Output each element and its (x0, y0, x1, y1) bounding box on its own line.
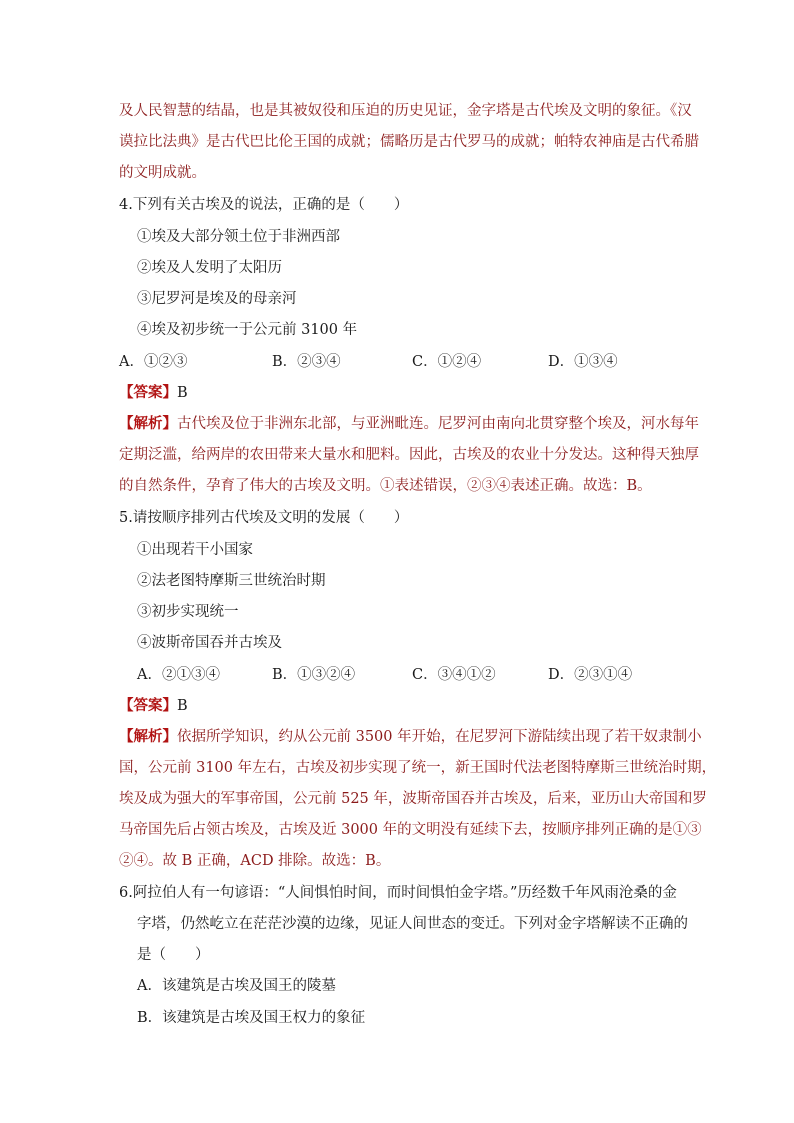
q6-option-a: A．该建筑是古埃及国王的陵墓 (137, 978, 336, 994)
q5-analysis-line-3: 埃及成为强大的军事帝国，公元前 525 年，波斯帝国吞并古埃及，后来，亚历山大帝国和罗 (119, 791, 707, 807)
q4-item-3: ③尼罗河是埃及的母亲河 (137, 291, 297, 307)
q5-analysis-line-1 (119, 727, 702, 747)
q5-item-1: ①出现若干小国家 (137, 542, 253, 558)
answer-value: B (177, 698, 188, 714)
q4-analysis-line-2: 定期泛滥，给两岸的农田带来大量水和肥料。因此，古埃及的农业十分发达。这种得天独厚 (119, 447, 699, 463)
intro-line-2: 谟拉比法典》是古代巴比伦王国的成就；儒略历是古代罗马的成就；帕特农神庙是古代希腊 (119, 134, 699, 150)
q6-stem-line-3: 是（ ） (137, 947, 210, 963)
q4-analysis-line-3: 的自然条件，孕育了伟大的古埃及文明。①表述错误，②③④表述正确。故选：B。 (119, 478, 652, 494)
q6-stem-line-2: 字塔，仍然屹立在茫茫沙漠的边缘，见证人间世态的变迁。下列对金字塔解读不正确的 (137, 916, 688, 932)
q6-stem-line-1: 6.阿拉伯人有一句谚语：“人间惧怕时间，而时间惧怕金字塔。”历经数千年风雨沧桑的金 (119, 885, 677, 901)
q5-analysis-line-5: ②④。故 B 正确，ACD 排除。故选：B。 (119, 853, 391, 869)
answer-tag: 【答案】 (119, 384, 177, 401)
q5-option-b: B．①③②④ (272, 667, 356, 683)
q5-item-2: ②法老图特摩斯三世统治时期 (137, 573, 326, 589)
q5-analysis-line-4: 马帝国先后占领古埃及，古埃及近 3000 年的文明没有延续下去，按顺序排列正确的是①③ (119, 822, 702, 838)
q4-item-4: ④埃及初步统一于公元前 3100 年 (137, 322, 358, 338)
q4-option-b: B．②③④ (272, 354, 341, 370)
q5-option-a: A．②①③④ (137, 667, 220, 683)
q5-answer (119, 696, 188, 716)
intro-line-3: 的文明成就。 (119, 165, 206, 181)
q5-option-c: C．③④①② (412, 667, 496, 683)
analysis-text: 依据所学知识，约从公元前 3500 年开始，在尼罗河下游陆续出现了若干奴隶制小 (177, 729, 702, 745)
q4-option-a: A．①②③ (119, 354, 188, 370)
q4-stem: 4.下列有关古埃及的说法，正确的是（ ） (119, 197, 409, 213)
q5-analysis-line-2: 国，公元前 3100 年左右，古埃及初步实现了统一，新王国时代法老图特摩斯三世统治时期， (119, 760, 717, 776)
q6-option-b: B．该建筑是古埃及国王权力的象征 (137, 1010, 366, 1026)
analysis-tag: 【解析】 (119, 415, 177, 432)
intro-line-1: 及人民智慧的结晶，也是其被奴役和压迫的历史见证，金字塔是古代埃及文明的象征。《汉 (119, 103, 692, 119)
q4-analysis-line-1 (119, 414, 699, 434)
q4-item-1: ①埃及大部分领土位于非洲西部 (137, 229, 340, 245)
analysis-text: 古代埃及位于非洲东北部，与亚洲毗连。尼罗河由南向北贯穿整个埃及，河水每年 (177, 416, 699, 432)
q5-option-d: D．②③①④ (548, 667, 633, 683)
q5-stem: 5.请按顺序排列古代埃及文明的发展（ ） (119, 510, 409, 526)
q4-option-c: C．①②④ (412, 354, 482, 370)
analysis-tag: 【解析】 (119, 728, 177, 745)
q4-option-d: D．①③④ (548, 354, 618, 370)
q5-item-3: ③初步实现统一 (137, 604, 239, 620)
q4-answer (119, 383, 188, 403)
answer-value: B (177, 385, 188, 401)
q5-item-4: ④波斯帝国吞并古埃及 (137, 635, 282, 651)
q4-item-2: ②埃及人发明了太阳历 (137, 260, 282, 276)
answer-tag: 【答案】 (119, 697, 177, 714)
